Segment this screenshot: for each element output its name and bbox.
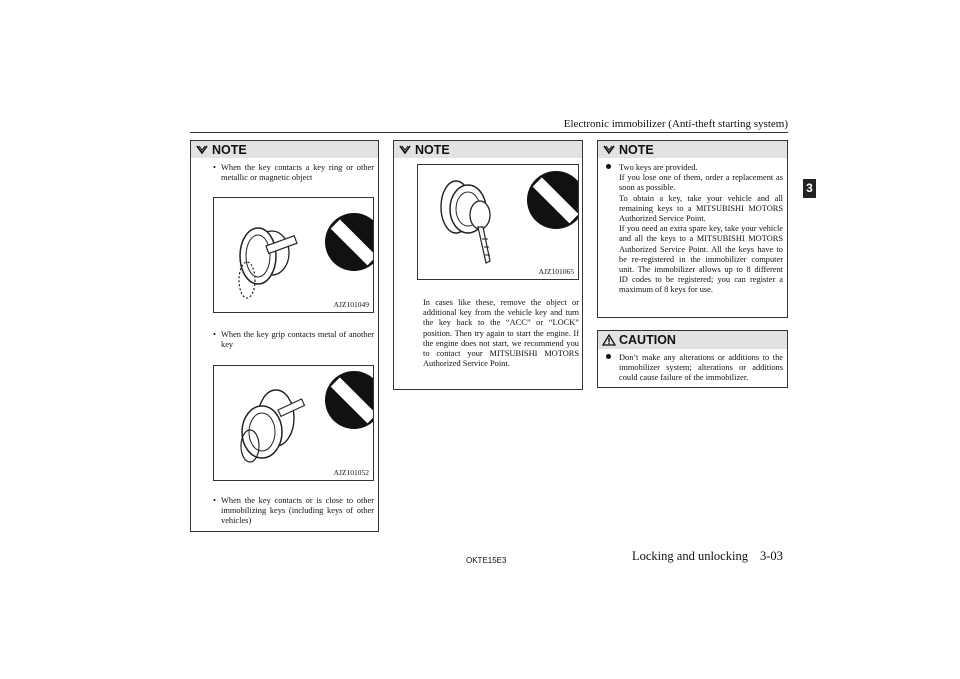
note-text: [606, 163, 783, 296]
note-bullet-3: [213, 496, 374, 527]
bullet-mark: •: [213, 496, 216, 505]
section-title: Locking and unlocking: [632, 549, 748, 563]
note-heading-label: NOTE: [619, 142, 654, 157]
bullet-text: When the key contacts or is close to other immobilizing keys (including keys of other vehicles): [221, 496, 374, 526]
document-code: OKTE15E3: [466, 556, 507, 565]
note-bullet-2: [213, 330, 374, 350]
note-heading: [598, 141, 787, 158]
note-heading-label: NOTE: [212, 142, 247, 157]
list-bullet-icon: [606, 354, 611, 359]
note-heading: [394, 141, 582, 158]
note-line-1: Two keys are provided.: [619, 163, 698, 172]
note-bullet-1: [213, 163, 374, 183]
chapter-tab: 3: [803, 179, 816, 198]
note-line-3: To obtain a key, take your vehicle and all remaining keys to a MITSUBISHI MOTORS Authorized Service Point.: [619, 193, 783, 224]
figure-key-grip: [213, 365, 374, 481]
warning-triangle-icon: [602, 334, 616, 346]
note-heading-label: NOTE: [415, 142, 450, 157]
figure-code: AJZ101065: [538, 267, 574, 276]
figure-code: AJZ101052: [333, 468, 369, 477]
two-keys-illustration: [418, 165, 578, 279]
note-pencil-icon: [602, 144, 616, 155]
bullet-text: When the key grip contacts metal of another key: [221, 330, 374, 350]
key-ring-illustration: [214, 198, 373, 312]
bullet-text: When the key contacts a key ring or other metallic or magnetic object: [221, 163, 374, 183]
figure-code: AJZ101049: [333, 300, 369, 309]
list-bullet-icon: [606, 164, 611, 169]
note-pencil-icon: [195, 144, 209, 155]
caution-text: [606, 353, 783, 384]
key-grip-illustration: [214, 366, 373, 480]
bullet-mark: •: [213, 330, 216, 339]
note-box-middle: [393, 140, 583, 390]
note-paragraph: In cases like these, remove the object or additional key from the vehicle key and turn the key back to the “ACC” or “LOCK” position. Then try again to start the engine. If the engine does not start, we recommend you to contact your MITSUBISHI MOTORS Authorized Service Point.: [423, 298, 579, 369]
figure-key-ring: [213, 197, 374, 313]
note-line-4: If you need an extra spare key, take your vehicle and all the keys to a MITSUBISHI MOTORS Authorized Service Point. All the keys have to be re-registered in the immobilizer computer unit. The immobilizer allows up to 8 different ID codes to be registered; you can register a maximum of 8 keys for use.: [619, 224, 783, 295]
caution-heading: [598, 331, 787, 349]
note-line-2: If you lose one of them, order a replacement as soon as possible.: [619, 173, 783, 193]
caution-box: [597, 330, 788, 388]
bullet-mark: •: [213, 163, 216, 172]
note-heading: [191, 141, 378, 158]
caution-heading-label: CAUTION: [619, 333, 676, 347]
header-rule: [190, 132, 788, 133]
caution-body: Don’t make any alterations or additions to the immobilizer system; alterations or additions could cause failure of the immobilizer.: [619, 353, 783, 383]
page-number: 3-03: [760, 549, 783, 563]
running-header: Electronic immobilizer (Anti-theft starting system): [563, 118, 788, 130]
note-pencil-icon: [398, 144, 412, 155]
note-box-left: [190, 140, 379, 532]
note-box-right: [597, 140, 788, 318]
figure-two-keys: [417, 164, 579, 280]
